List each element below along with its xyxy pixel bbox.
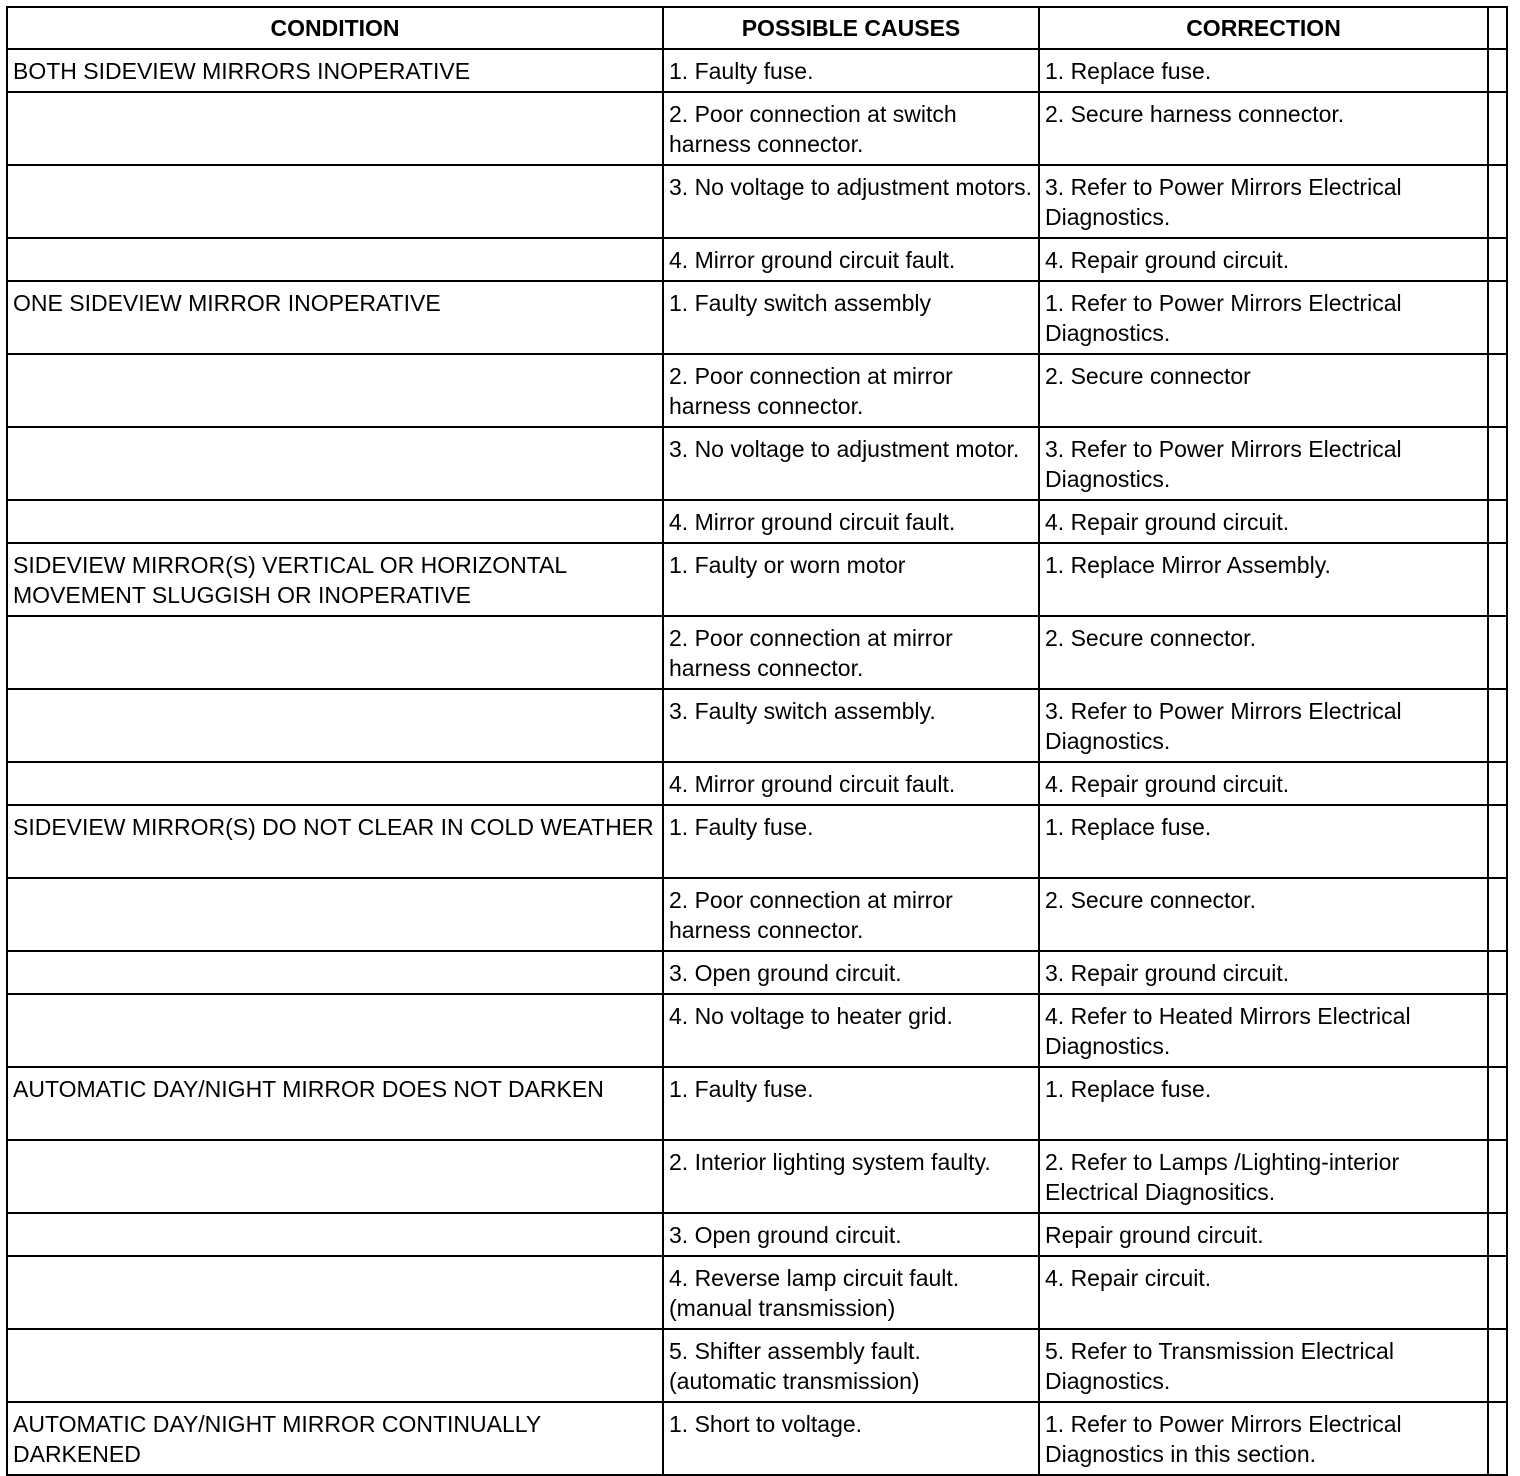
condition-cell: [7, 762, 663, 805]
spacer-cell: [1488, 994, 1507, 1067]
spacer-cell: [1488, 165, 1507, 238]
correction-cell: 3. Refer to Power Mirrors Electrical Diagnostics.: [1039, 689, 1488, 762]
correction-cell: 2. Secure connector: [1039, 354, 1488, 427]
spacer-cell: [1488, 1140, 1507, 1213]
spacer-cell: [1488, 281, 1507, 354]
correction-cell: 2. Secure harness connector.: [1039, 92, 1488, 165]
condition-cell: BOTH SIDEVIEW MIRRORS INOPERATIVE: [7, 49, 663, 92]
table-row: [7, 805, 1507, 878]
correction-cell: 1. Refer to Power Mirrors Electrical Diagnostics in this section.: [1039, 1402, 1488, 1475]
table-row: [7, 951, 1507, 994]
condition-cell: [7, 165, 663, 238]
condition-cell: [7, 951, 663, 994]
spacer-cell: [1488, 951, 1507, 994]
table-row: [7, 500, 1507, 543]
condition-cell: [7, 1329, 663, 1402]
table-row: [7, 543, 1507, 616]
correction-cell: 1. Replace fuse.: [1039, 805, 1488, 878]
table-row: [7, 238, 1507, 281]
correction-cell: 2. Secure connector.: [1039, 878, 1488, 951]
cause-cell: 2. Poor connection at switch harness connector.: [663, 92, 1039, 165]
header-spacer: [1488, 7, 1507, 49]
condition-cell: [7, 616, 663, 689]
table-row: [7, 165, 1507, 238]
cause-cell: 4. Reverse lamp circuit fault. (manual transmission): [663, 1256, 1039, 1329]
correction-cell: 2. Secure connector.: [1039, 616, 1488, 689]
header-row: [7, 7, 1507, 49]
cause-cell: 2. Poor connection at mirror harness connector.: [663, 878, 1039, 951]
spacer-cell: [1488, 689, 1507, 762]
cause-cell: 4. No voltage to heater grid.: [663, 994, 1039, 1067]
correction-cell: 1. Replace Mirror Assembly.: [1039, 543, 1488, 616]
condition-cell: [7, 1140, 663, 1213]
header-possible-causes: POSSIBLE CAUSES: [663, 7, 1039, 49]
table-row: [7, 1213, 1507, 1256]
cause-cell: 3. Faulty switch assembly.: [663, 689, 1039, 762]
table-row: [7, 878, 1507, 951]
correction-cell: 3. Refer to Power Mirrors Electrical Diagnostics.: [1039, 427, 1488, 500]
condition-cell: SIDEVIEW MIRROR(S) DO NOT CLEAR IN COLD WEATHER: [7, 805, 663, 878]
correction-cell: 3. Refer to Power Mirrors Electrical Diagnostics.: [1039, 165, 1488, 238]
correction-cell: 5. Refer to Transmission Electrical Diagnostics.: [1039, 1329, 1488, 1402]
spacer-cell: [1488, 354, 1507, 427]
spacer-cell: [1488, 1213, 1507, 1256]
spacer-cell: [1488, 543, 1507, 616]
table-row: [7, 354, 1507, 427]
condition-cell: AUTOMATIC DAY/NIGHT MIRROR CONTINUALLY DARKENED: [7, 1402, 663, 1475]
cause-cell: 4. Mirror ground circuit fault.: [663, 238, 1039, 281]
spacer-cell: [1488, 92, 1507, 165]
table-row: [7, 1140, 1507, 1213]
spacer-cell: [1488, 762, 1507, 805]
cause-cell: 4. Mirror ground circuit fault.: [663, 762, 1039, 805]
cause-cell: 2. Poor connection at mirror harness connector.: [663, 616, 1039, 689]
condition-cell: [7, 1256, 663, 1329]
cause-cell: 2. Poor connection at mirror harness connector.: [663, 354, 1039, 427]
condition-cell: [7, 427, 663, 500]
correction-cell: 4. Repair circuit.: [1039, 1256, 1488, 1329]
spacer-cell: [1488, 1329, 1507, 1402]
table-row: [7, 1402, 1507, 1475]
table-row: [7, 689, 1507, 762]
spacer-cell: [1488, 878, 1507, 951]
condition-cell: [7, 689, 663, 762]
table-row: [7, 762, 1507, 805]
header-condition: CONDITION: [7, 7, 663, 49]
cause-cell: 3. No voltage to adjustment motors.: [663, 165, 1039, 238]
condition-cell: AUTOMATIC DAY/NIGHT MIRROR DOES NOT DARKEN: [7, 1067, 663, 1140]
table-row: [7, 1067, 1507, 1140]
correction-cell: 4. Refer to Heated Mirrors Electrical Diagnostics.: [1039, 994, 1488, 1067]
correction-cell: 1. Replace fuse.: [1039, 1067, 1488, 1140]
table-row: [7, 1256, 1507, 1329]
cause-cell: 1. Faulty or worn motor: [663, 543, 1039, 616]
cause-cell: 1. Short to voltage.: [663, 1402, 1039, 1475]
condition-cell: [7, 1213, 663, 1256]
condition-cell: [7, 354, 663, 427]
spacer-cell: [1488, 1067, 1507, 1140]
condition-cell: [7, 92, 663, 165]
cause-cell: 2. Interior lighting system faulty.: [663, 1140, 1039, 1213]
cause-cell: 1. Faulty switch assembly: [663, 281, 1039, 354]
table-row: [7, 616, 1507, 689]
condition-cell: [7, 994, 663, 1067]
spacer-cell: [1488, 805, 1507, 878]
table-row: [7, 281, 1507, 354]
cause-cell: 1. Faulty fuse.: [663, 1067, 1039, 1140]
cause-cell: 1. Faulty fuse.: [663, 805, 1039, 878]
spacer-cell: [1488, 427, 1507, 500]
spacer-cell: [1488, 49, 1507, 92]
cause-cell: 5. Shifter assembly fault. (automatic transmission): [663, 1329, 1039, 1402]
spacer-cell: [1488, 500, 1507, 543]
correction-cell: 1. Refer to Power Mirrors Electrical Diagnostics.: [1039, 281, 1488, 354]
condition-cell: [7, 238, 663, 281]
condition-cell: [7, 500, 663, 543]
correction-cell: 1. Replace fuse.: [1039, 49, 1488, 92]
cause-cell: 3. Open ground circuit.: [663, 951, 1039, 994]
table-row: [7, 427, 1507, 500]
table-row: [7, 994, 1507, 1067]
table-row: [7, 92, 1507, 165]
condition-cell: SIDEVIEW MIRROR(S) VERTICAL OR HORIZONTAL MOVEMENT SLUGGISH OR INOPERATIVE: [7, 543, 663, 616]
diagnosis-table: [6, 6, 1508, 1476]
cause-cell: 4. Mirror ground circuit fault.: [663, 500, 1039, 543]
cause-cell: 3. Open ground circuit.: [663, 1213, 1039, 1256]
condition-cell: ONE SIDEVIEW MIRROR INOPERATIVE: [7, 281, 663, 354]
spacer-cell: [1488, 238, 1507, 281]
condition-cell: [7, 878, 663, 951]
spacer-cell: [1488, 1402, 1507, 1475]
correction-cell: 4. Repair ground circuit.: [1039, 238, 1488, 281]
table-row: [7, 1329, 1507, 1402]
correction-cell: 4. Repair ground circuit.: [1039, 500, 1488, 543]
table-row: [7, 49, 1507, 92]
correction-cell: 4. Repair ground circuit.: [1039, 762, 1488, 805]
cause-cell: 1. Faulty fuse.: [663, 49, 1039, 92]
spacer-cell: [1488, 1256, 1507, 1329]
spacer-cell: [1488, 616, 1507, 689]
correction-cell: 3. Repair ground circuit.: [1039, 951, 1488, 994]
correction-cell: Repair ground circuit.: [1039, 1213, 1488, 1256]
cause-cell: 3. No voltage to adjustment motor.: [663, 427, 1039, 500]
header-correction: CORRECTION: [1039, 7, 1488, 49]
correction-cell: 2. Refer to Lamps /Lighting-interior Electrical Diagnositics.: [1039, 1140, 1488, 1213]
